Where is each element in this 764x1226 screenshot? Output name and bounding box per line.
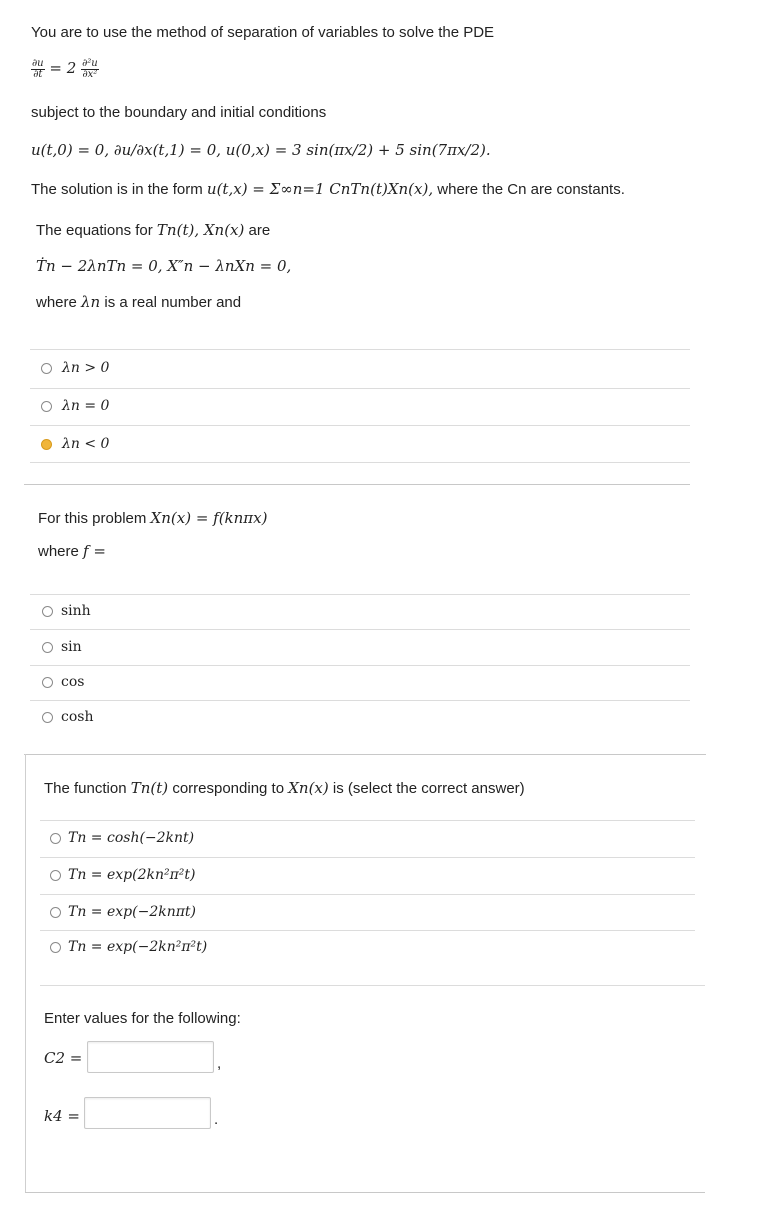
section-left-border (25, 754, 26, 1192)
q2-where (38, 541, 106, 562)
divider (40, 820, 695, 821)
q3-prompt-math2: Xn(x) (288, 779, 329, 797)
q1-prompt-math: Tn(t), Xn(x) (156, 221, 245, 239)
c2-input[interactable] (87, 1041, 214, 1073)
q2-prompt-prefix: For this problem (38, 510, 147, 527)
section-divider (24, 484, 690, 485)
q1-where-math: λn (81, 293, 101, 311)
divider (30, 425, 690, 426)
q1-radio-0[interactable] (41, 363, 52, 374)
q1-where-suffix: is a real number and (104, 294, 242, 311)
solution-form-suffix: where the Cn are constants. (437, 181, 625, 198)
section-bottom-border (25, 1192, 705, 1193)
q3-radio-3[interactable] (50, 942, 61, 953)
q2-prompt (38, 508, 267, 529)
q3-prompt-prefix: The function (44, 780, 127, 797)
q1-where (36, 292, 241, 313)
q2-radio-1[interactable] (42, 642, 53, 653)
pde-equation: $\frac{\partial u}{\partial t}$ = 2 $\frac{\text{∂²u}}{\text{∂x²}}$ (32, 57, 98, 80)
q1-prompt-prefix: The equations for (36, 222, 153, 239)
q1-option-2[interactable]: λn < 0 (62, 436, 110, 452)
q3-radio-2[interactable] (50, 907, 61, 918)
solution-form-prefix: The solution is in the form (31, 181, 203, 198)
section-divider (24, 754, 706, 755)
c2-separator: , (217, 1055, 222, 1072)
q3-option-0[interactable]: Tn = cosh(−2knt) (68, 830, 195, 846)
q2-where-prefix: where (38, 543, 79, 560)
divider (40, 894, 695, 895)
q2-radio-0[interactable] (42, 606, 53, 617)
k4-input[interactable] (84, 1097, 211, 1129)
q3-prompt-middle: corresponding to (172, 780, 285, 797)
q1-prompt-suffix: are (248, 222, 271, 239)
divider (30, 462, 690, 463)
q2-radio-3[interactable] (42, 712, 53, 723)
q3-option-2[interactable]: Tn = exp(−2knπt) (68, 904, 197, 920)
divider (30, 594, 690, 595)
q1-prompt (36, 220, 270, 241)
q2-option-1[interactable]: sin (61, 639, 82, 655)
q2-radio-2[interactable] (42, 677, 53, 688)
divider (30, 665, 690, 666)
divider (40, 930, 695, 931)
q3-prompt-math1: Tn(t) (130, 779, 169, 797)
solution-form-math: u(t,x) = Σ∞n=1 CnTn(t)Xn(x), (206, 180, 434, 198)
intro-line1: You are to use the method of separation of variables to solve the PDE (31, 24, 495, 41)
q2-where-math: f = (83, 542, 106, 560)
q1-equations: Ṫn − 2λnTn = 0, X″n − λnXn = 0, (36, 257, 292, 275)
q2-option-3[interactable]: cosh (61, 709, 94, 725)
q1-option-0[interactable]: λn > 0 (62, 360, 110, 376)
c2-label: C2 = (44, 1049, 83, 1067)
q1-where-prefix: where (36, 294, 77, 311)
q2-option-2[interactable]: cos (61, 674, 85, 690)
k4-label: k4 = (44, 1107, 80, 1125)
divider (40, 985, 705, 986)
k4-separator: . (214, 1111, 219, 1128)
divider (30, 629, 690, 630)
q1-option-1[interactable]: λn = 0 (62, 398, 110, 414)
q3-option-3[interactable]: Tn = exp(−2kn²π²t) (68, 939, 208, 955)
divider (30, 349, 690, 350)
q1-radio-1[interactable] (41, 401, 52, 412)
q3-radio-0[interactable] (50, 833, 61, 844)
q4-prompt: Enter values for the following: (44, 1010, 241, 1027)
q3-option-1[interactable]: Tn = exp(2kn²π²t) (68, 867, 196, 883)
intro-line2: subject to the boundary and initial conditions (31, 104, 327, 121)
q2-prompt-math: Xn(x) = f(knπx) (150, 509, 268, 527)
divider (30, 388, 690, 389)
q3-prompt (44, 778, 525, 799)
divider (40, 857, 695, 858)
q3-prompt-suffix: is (select the correct answer) (332, 780, 525, 797)
q3-radio-1[interactable] (50, 870, 61, 881)
solution-form (31, 179, 625, 200)
divider (30, 700, 690, 701)
q1-radio-2-selected[interactable] (41, 439, 52, 450)
boundary-conditions: u(t,0) = 0, ∂u/∂x(t,1) = 0, u(0,x) = 3 sin(πx/2) + 5 sin(7πx/2). (31, 141, 491, 159)
q2-option-0[interactable]: sinh (61, 603, 91, 619)
